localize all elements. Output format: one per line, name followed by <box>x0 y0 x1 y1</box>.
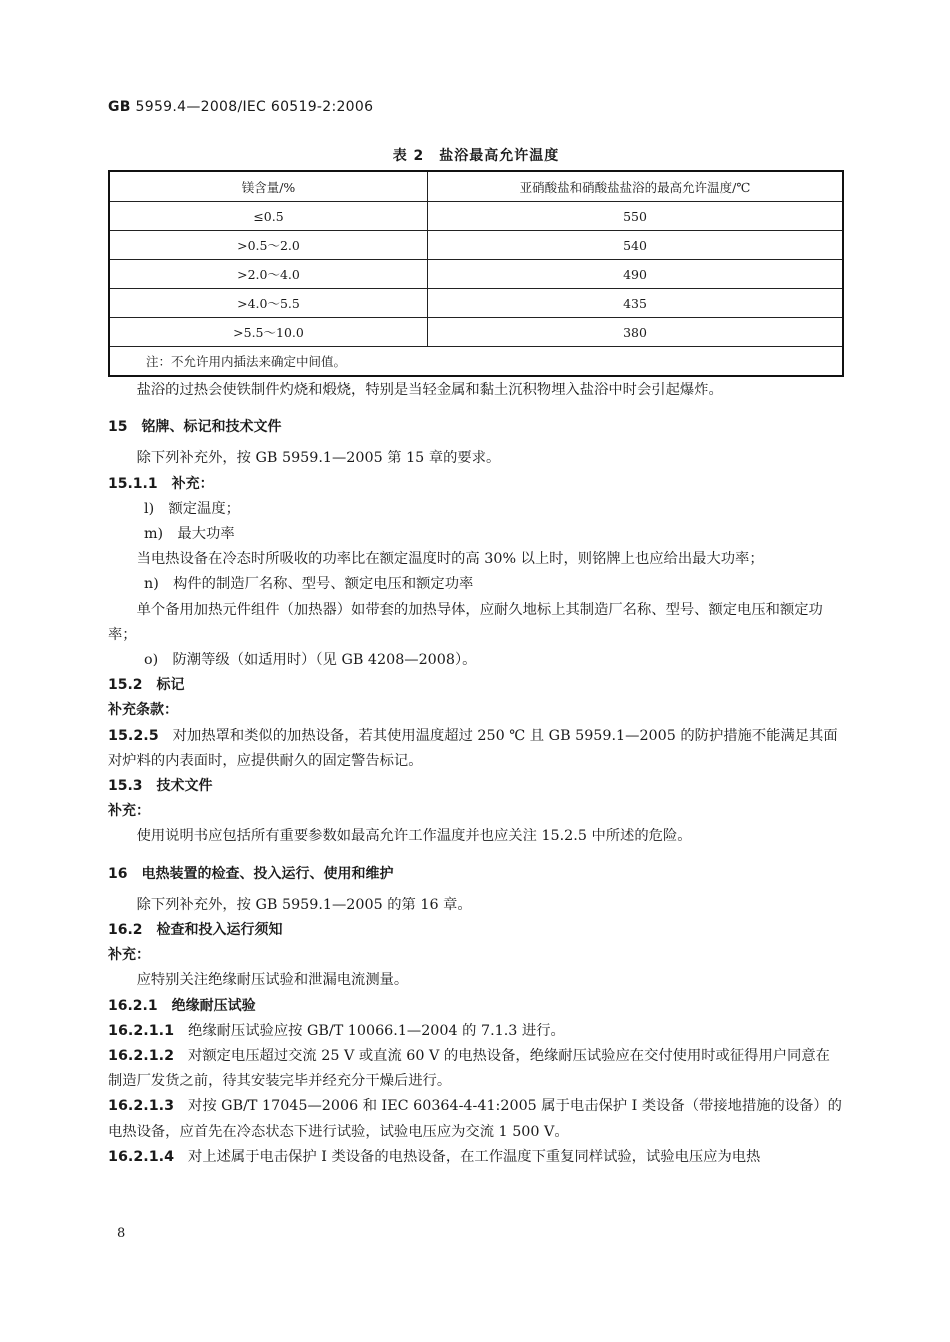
table-row <box>109 260 843 289</box>
clause-16-2-supplement: 补充： <box>108 947 150 964</box>
section-number: 15 <box>108 419 128 436</box>
clause-15-3-heading <box>108 774 844 799</box>
table-cell-magnesium: >0.5～2.0 <box>109 231 428 260</box>
body-text <box>108 378 844 1170</box>
list-item-l: l) 额定温度； <box>144 500 240 517</box>
clause-16-2-1-heading <box>108 994 844 1019</box>
clause-15-1-1-heading <box>108 472 844 497</box>
clause-number: 16.2.1 <box>108 997 158 1014</box>
salt-bath-temperature-table <box>108 170 844 377</box>
section-15-intro: 除下列补充外，按 GB 5959.1—2005 第 15 章的要求。 <box>136 450 501 467</box>
paragraph-overheating: 盐浴的过热会使铁制件灼烧和煅烧，特别是当轻金属和黏土沉积物埋入盐浴中时会引起爆炸。 <box>136 382 723 398</box>
list-item-o: o) 防潮等级（如适用时）（见 GB 4208—2008）。 <box>144 652 477 669</box>
section-15-heading <box>108 415 844 440</box>
section-16-heading <box>108 862 844 887</box>
table-row <box>109 318 843 347</box>
table-note: 注：不允许用内插法来确定中间值。 <box>109 347 843 377</box>
clause-15-2-5 <box>108 724 844 774</box>
clause-number: 16.2.1.1 <box>108 1022 175 1039</box>
section-title: 电热装置的检查、投入运行、使用和维护 <box>141 865 394 882</box>
table-row <box>109 231 843 260</box>
table-header-row <box>109 171 843 202</box>
table-cell-magnesium: >4.0～5.5 <box>109 289 428 318</box>
table-row <box>109 289 843 318</box>
table-header-magnesium: 镁含量/% <box>109 171 428 202</box>
table-note-row <box>109 347 843 377</box>
table-cell-temperature: 540 <box>428 231 844 260</box>
page-header <box>108 99 373 115</box>
clause-title: 绝缘耐压试验 <box>171 997 256 1014</box>
table-cell-temperature: 550 <box>428 202 844 231</box>
table-cell-magnesium: >2.0～4.0 <box>109 260 428 289</box>
table-cell-magnesium: ≤0.5 <box>109 202 428 231</box>
section-16-intro: 除下列补充外，按 GB 5959.1—2005 的第 16 章。 <box>136 896 472 913</box>
clause-15-2-supplement: 补充条款： <box>108 702 178 719</box>
clause-text: 绝缘耐压试验应按 GB/T 10066.1—2004 的 7.1.3 进行。 <box>188 1022 565 1039</box>
clause-number: 16.2 <box>108 922 143 939</box>
clause-number: 15.1.1 <box>108 475 158 492</box>
clause-16-2-1-2 <box>108 1044 844 1094</box>
clause-text: 对加热罩和类似的加热设备，若其使用温度超过 250 ℃ 且 GB 5959.1—2005 的防护措施不能满足其面对炉料的内表面时，应提供耐久的固定警告标记。 <box>108 727 838 769</box>
clause-16-2-1-1 <box>108 1019 844 1044</box>
list-item-n: n) 构件的制造厂名称、型号、额定电压和额定功率 <box>144 576 474 593</box>
list-item-m-text: 当电热设备在冷态时所吸收的功率比在额定温度时的高 30% 以上时，则铭牌上也应给出最大功率； <box>136 551 764 568</box>
table-row <box>109 202 843 231</box>
section-number: 16 <box>108 865 128 882</box>
table-cell-temperature: 380 <box>428 318 844 347</box>
clause-15-2-heading <box>108 673 844 698</box>
clause-number: 15.3 <box>108 778 143 795</box>
list-item-n-text: 单个备用加热元件组件（加热器）如带套的加热导体，应耐久地标上其制造厂名称、型号、额定电压和额定功率； <box>108 601 823 643</box>
clause-text: 对按 GB/T 17045—2006 和 IEC 60364-4-41:2005 属于电击保护 Ⅰ 类设备（带接地措施的设备）的电热设备，应首先在冷态状态下进行试验，试验电压应为交流 1 500 V。 <box>108 1098 842 1140</box>
clause-text: 对上述属于电击保护 Ⅰ 类设备的电热设备，在工作温度下重复同样试验，试验电压应为电热 <box>188 1148 761 1165</box>
header-standard: 5959.4—2008/IEC 60519-2:2006 <box>135 99 374 115</box>
table-caption: 表 2 盐浴最高允许温度 <box>392 148 560 164</box>
clause-number: 16.2.1.3 <box>108 1098 175 1115</box>
clause-16-2-text: 应特别关注绝缘耐压试验和泄漏电流测量。 <box>136 972 409 989</box>
table-header-temperature: 亚硝酸盐和硝酸盐盐浴的最高允许温度/℃ <box>428 171 844 202</box>
clause-title: 检查和投入运行须知 <box>156 922 283 939</box>
page-number: 8 <box>117 1226 126 1241</box>
clause-number: 16.2.1.2 <box>108 1048 175 1065</box>
clause-title: 标记 <box>156 677 185 694</box>
clause-number: 16.2.1.4 <box>108 1148 175 1165</box>
clause-15-3-supplement: 补充： <box>108 803 150 820</box>
section-title: 铭牌、标记和技术文件 <box>141 419 282 436</box>
list-item-m: m) 最大功率 <box>144 526 235 543</box>
table-cell-temperature: 490 <box>428 260 844 289</box>
clause-16-2-1-3 <box>108 1094 844 1144</box>
header-prefix: GB <box>108 99 131 115</box>
table-cell-temperature: 435 <box>428 289 844 318</box>
clause-16-2-1-4 <box>108 1145 844 1170</box>
clause-title: 技术文件 <box>156 778 213 795</box>
clause-16-2-heading <box>108 918 844 943</box>
table-cell-magnesium: >5.5～10.0 <box>109 318 428 347</box>
clause-number: 15.2 <box>108 677 143 694</box>
clause-number: 15.2.5 <box>108 727 159 744</box>
clause-15-3-text: 使用说明书应包括所有重要参数如最高允许工作温度并也应关注 15.2.5 中所述的危险。 <box>136 828 692 845</box>
clause-title: 补充： <box>171 475 214 492</box>
clause-text: 对额定电压超过交流 25 V 或直流 60 V 的电热设备，绝缘耐压试验应在交付使用时或征得用户同意在制造厂发货之前，待其安装完毕并经充分干燥后进行。 <box>108 1048 830 1090</box>
